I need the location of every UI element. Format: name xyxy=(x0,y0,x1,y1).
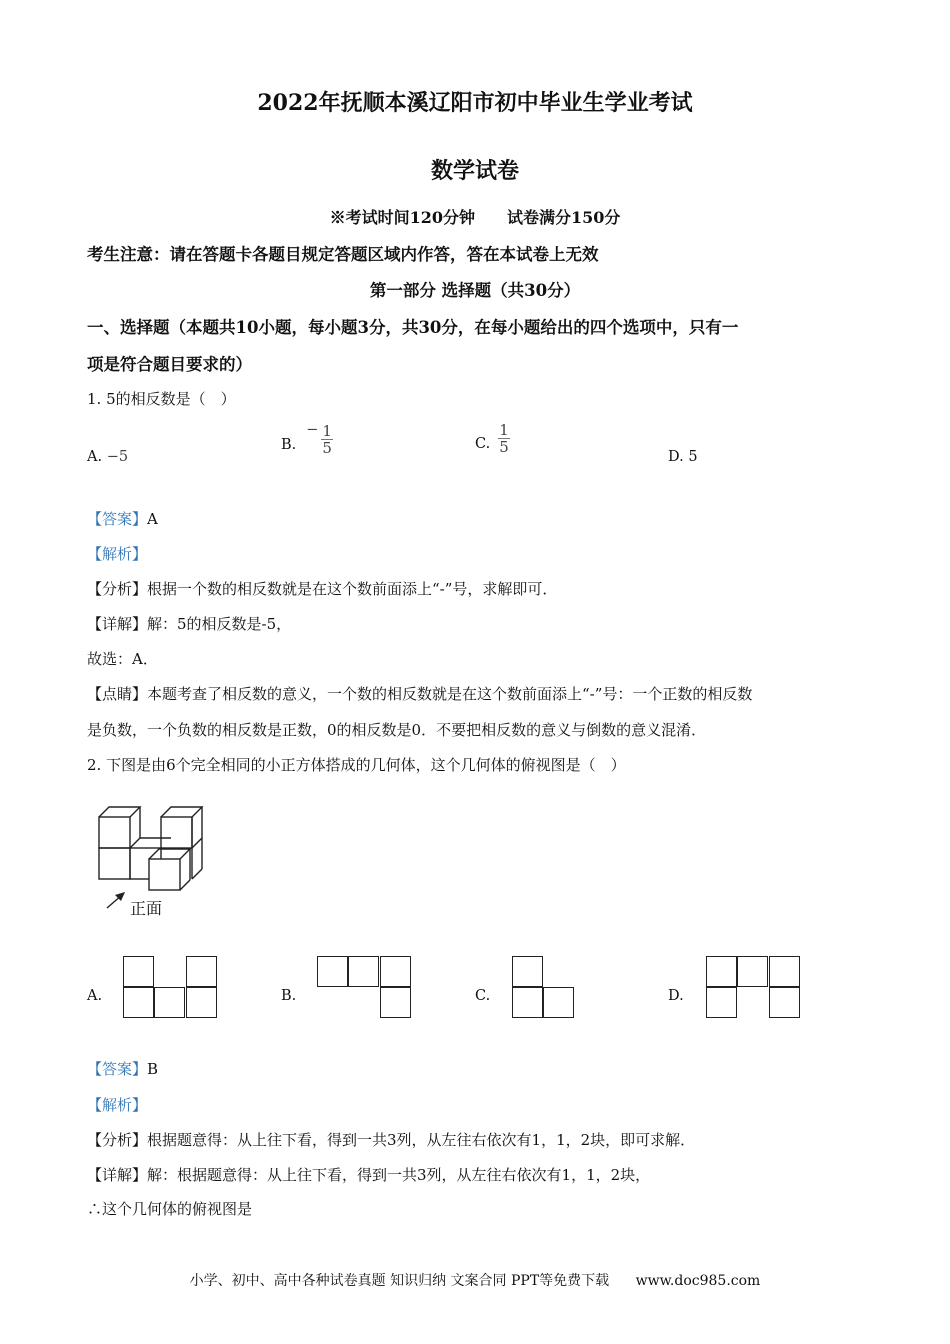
q2-analysis-tag: 【解析】 xyxy=(87,1096,148,1114)
option-label: A. xyxy=(87,449,103,465)
q1-xiangjie: 【详解】解：5的相反数是-5， xyxy=(87,615,292,633)
figure-caption: 正面 xyxy=(130,899,163,918)
q1-dianjing-line2: 是负数，一个负数的相反数是正数，0的相反数是0．不要把相反数的意义与倒数的意义混淆． xyxy=(87,721,707,739)
exam-subtitle: 数学试卷 xyxy=(430,158,519,184)
option-label: C. xyxy=(475,436,491,452)
denominator: 5 xyxy=(322,439,332,457)
numerator: 1 xyxy=(499,421,509,439)
footer-link[interactable]: www.doc985.com xyxy=(635,1273,761,1289)
q2-option-a-label: A. xyxy=(87,988,103,1004)
q1-guxuan: 故选：A． xyxy=(87,650,158,668)
answer-value: B xyxy=(147,1060,159,1078)
numerator: 1 xyxy=(322,422,332,440)
q1-option-c xyxy=(475,422,510,455)
q2-xiangjie: 【详解】解：根据题意得：从上往下看，得到一共3列，从左往右依次有1，1，2块， xyxy=(87,1166,651,1184)
denominator: 5 xyxy=(499,438,509,456)
section-heading-line2: 项是符合题目要求的） xyxy=(87,355,252,374)
q1-stem: 1. 5的相反数是（ ） xyxy=(87,390,236,408)
q1-analysis-tag: 【解析】 xyxy=(87,545,148,563)
q2-option-d-label: D. xyxy=(668,988,684,1004)
exam-title: 2022年抚顺本溪辽阳市初中毕业生学业考试 xyxy=(257,90,693,116)
section-heading-line1: 一、选择题（本题共10小题，每小题3分，共30分，在每小题给出的四个选项中，只有一 xyxy=(87,318,739,337)
q2-option-c-label: C. xyxy=(475,988,491,1004)
q1-option-a xyxy=(87,449,128,465)
answer-value: A xyxy=(147,510,158,528)
q1-option-d: D. 5 xyxy=(668,449,698,465)
exam-info: ※考试时间120分钟 试卷满分150分 xyxy=(329,208,621,227)
q1-answer xyxy=(87,508,158,529)
q2-stem: 2. 下图是由6个完全相同的小正方体搭成的几何体，这个几何体的俯视图是（ ） xyxy=(87,756,626,774)
part-title: 第一部分 选择题（共30分） xyxy=(369,281,581,300)
q1-dianjing-line1: 【点睛】本题考查了相反数的意义，一个数的相反数就是在这个数前面添上“-”号：一个正数的相反数 xyxy=(87,685,753,703)
fraction xyxy=(321,423,333,456)
fraction xyxy=(498,422,510,455)
q2-conclusion: ∴这个几何体的俯视图是 xyxy=(87,1200,253,1218)
q1-option-b xyxy=(281,422,333,456)
option-label: B. xyxy=(281,437,297,453)
answer-tag: 【答案】 xyxy=(87,510,148,528)
footer-text: 小学、初中、高中各种试卷真题 知识归纳 文案合同 PPT等免费下载 xyxy=(189,1273,610,1289)
option-value: −5 xyxy=(106,449,129,465)
q2-fenxi: 【分析】根据题意得：从上往下看，得到一共3列，从左往右依次有1，1，2块，即可求解． xyxy=(87,1131,696,1149)
q2-option-b-label: B. xyxy=(281,988,297,1004)
exam-notice: 考生注意：请在答题卡各题目规定答题区域内作答，答在本试卷上无效 xyxy=(87,245,599,264)
minus-sign: − xyxy=(306,422,319,438)
page-footer xyxy=(0,1270,950,1290)
q1-fenxi: 【分析】根据一个数的相反数就是在这个数前面添上“-”号，求解即可． xyxy=(87,580,558,598)
answer-tag: 【答案】 xyxy=(87,1060,148,1078)
q2-answer xyxy=(87,1058,158,1079)
